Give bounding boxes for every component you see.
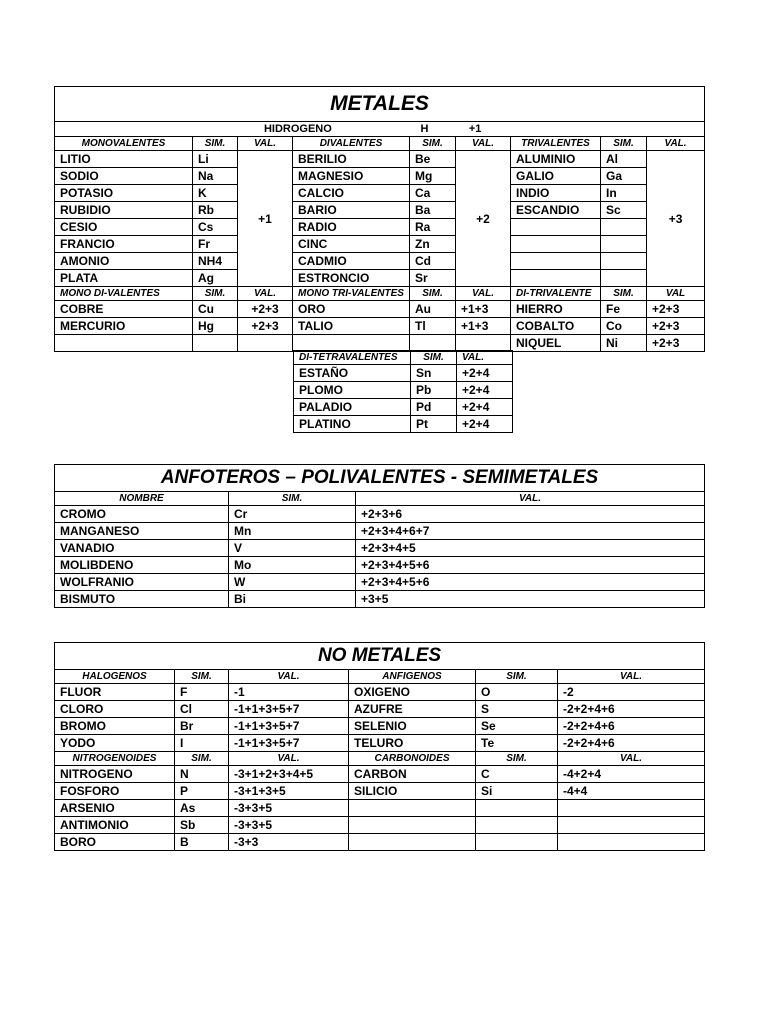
element-symbol: Rb xyxy=(193,202,238,219)
col-header: MONO DI-VALENTES xyxy=(55,287,193,301)
col-header: VAL. xyxy=(229,752,349,766)
element-symbol: S xyxy=(476,701,558,718)
element-valence: -4+4 xyxy=(558,783,705,800)
element-name: CADMIO xyxy=(293,253,410,270)
element-symbol: F xyxy=(175,684,229,701)
element-name: FOSFORO xyxy=(55,783,175,800)
table-row xyxy=(55,684,705,701)
table-row xyxy=(55,335,705,352)
element-symbol: Br xyxy=(175,718,229,735)
element-name: OXIGENO xyxy=(349,684,476,701)
element-valence: +1+3 xyxy=(456,301,511,318)
col-header: SIM. xyxy=(175,752,229,766)
table-row xyxy=(55,151,705,168)
table-row xyxy=(55,540,705,557)
element-name xyxy=(349,817,476,834)
element-symbol: Cr xyxy=(229,506,356,523)
nometales-header-row xyxy=(55,670,705,684)
anfoteros-header-row xyxy=(55,492,705,506)
element-name: VANADIO xyxy=(55,540,229,557)
table-row xyxy=(294,399,513,416)
element-name xyxy=(55,335,193,352)
col-header: SIM. xyxy=(411,351,457,365)
element-valence: -1 xyxy=(229,684,349,701)
table-row xyxy=(55,270,705,287)
element-valence: -3+3+5 xyxy=(229,800,349,817)
element-name: CROMO xyxy=(55,506,229,523)
element-valence: -2 xyxy=(558,684,705,701)
element-name xyxy=(511,253,601,270)
element-symbol: P xyxy=(175,783,229,800)
element-symbol: N xyxy=(175,766,229,783)
element-name xyxy=(511,236,601,253)
element-valence: -3+1+3+5 xyxy=(229,783,349,800)
element-name: GALIO xyxy=(511,168,601,185)
element-symbol xyxy=(476,834,558,851)
element-symbol: W xyxy=(229,574,356,591)
element-name: ANTIMONIO xyxy=(55,817,175,834)
element-name: MAGNESIO xyxy=(293,168,410,185)
col-header: NOMBRE xyxy=(55,492,229,506)
element-symbol: Cs xyxy=(193,219,238,236)
element-symbol: As xyxy=(175,800,229,817)
element-symbol: Ba xyxy=(410,202,456,219)
element-name: FLUOR xyxy=(55,684,175,701)
table-row xyxy=(55,523,705,540)
element-valence: +2+3+4+6+7 xyxy=(356,523,705,540)
element-name: ALUMINIO xyxy=(511,151,601,168)
element-symbol: In xyxy=(601,185,647,202)
ditetra-header-row xyxy=(294,351,513,365)
element-name: CLORO xyxy=(55,701,175,718)
element-valence: +2+4 xyxy=(457,416,513,433)
col-header: SIM. xyxy=(476,752,558,766)
element-symbol: O xyxy=(476,684,558,701)
element-name: BERILIO xyxy=(293,151,410,168)
element-symbol: Hg xyxy=(193,318,238,335)
element-symbol xyxy=(601,236,647,253)
element-name xyxy=(349,834,476,851)
element-name: SODIO xyxy=(55,168,193,185)
element-symbol: Se xyxy=(476,718,558,735)
metales-table xyxy=(54,86,705,352)
element-valence: +1+3 xyxy=(456,318,511,335)
element-name: CARBON xyxy=(349,766,476,783)
element-symbol: Ag xyxy=(193,270,238,287)
element-symbol xyxy=(410,335,456,352)
anfoteros-table xyxy=(54,464,705,608)
element-symbol: Ga xyxy=(601,168,647,185)
element-symbol: Be xyxy=(410,151,456,168)
element-name: ESTRONCIO xyxy=(293,270,410,287)
element-symbol: V xyxy=(229,540,356,557)
col-header: TRIVALENTES xyxy=(511,137,601,151)
table-row xyxy=(55,185,705,202)
col-header: DI-TRIVALENTE xyxy=(511,287,601,301)
element-valence: +2+4 xyxy=(457,365,513,382)
element-name: CESIO xyxy=(55,219,193,236)
hidrogeno-name: HIDROGENO xyxy=(263,122,332,135)
element-valence: +2+3 xyxy=(647,318,705,335)
element-name xyxy=(349,800,476,817)
nometales-header-row-2 xyxy=(55,752,705,766)
element-name: BARIO xyxy=(293,202,410,219)
element-name: MOLIBDENO xyxy=(55,557,229,574)
col-header: VAL. xyxy=(558,670,705,684)
table-row xyxy=(55,253,705,270)
element-name: NITROGENO xyxy=(55,766,175,783)
nometales-table xyxy=(54,642,705,851)
table-row xyxy=(55,236,705,253)
element-name: FRANCIO xyxy=(55,236,193,253)
element-name: ARSENIO xyxy=(55,800,175,817)
element-valence: +2+4 xyxy=(457,399,513,416)
element-symbol: Mo xyxy=(229,557,356,574)
col-header: MONOVALENTES xyxy=(55,137,193,151)
di-valence: +2 xyxy=(456,151,511,287)
element-symbol: K xyxy=(193,185,238,202)
element-name: RUBIDIO xyxy=(55,202,193,219)
element-name: POTASIO xyxy=(55,185,193,202)
col-header: VAL xyxy=(647,287,705,301)
col-header: SIM. xyxy=(193,137,238,151)
element-symbol: I xyxy=(175,735,229,752)
element-name: NIQUEL xyxy=(511,335,601,352)
col-header: VAL. xyxy=(647,137,705,151)
table-row xyxy=(55,557,705,574)
col-header: VAL. xyxy=(456,287,511,301)
table-row xyxy=(55,800,705,817)
element-name: SILICIO xyxy=(349,783,476,800)
element-name: YODO xyxy=(55,735,175,752)
element-symbol: NH4 xyxy=(193,253,238,270)
element-valence: -2+2+4+6 xyxy=(558,701,705,718)
element-name: HIERRO xyxy=(511,301,601,318)
col-header: VAL. xyxy=(558,752,705,766)
element-name: CALCIO xyxy=(293,185,410,202)
element-name xyxy=(293,335,410,352)
table-row xyxy=(55,591,705,608)
element-name: PLATINO xyxy=(294,416,411,433)
element-symbol: Bi xyxy=(229,591,356,608)
element-symbol xyxy=(193,335,238,352)
element-valence: +2+3+4+5+6 xyxy=(356,557,705,574)
element-name: ORO xyxy=(293,301,410,318)
element-symbol: B xyxy=(175,834,229,851)
element-symbol: Pt xyxy=(411,416,457,433)
element-symbol: Li xyxy=(193,151,238,168)
table-row xyxy=(55,168,705,185)
element-name: COBALTO xyxy=(511,318,601,335)
element-name: COBRE xyxy=(55,301,193,318)
element-valence: -2+2+4+6 xyxy=(558,735,705,752)
col-header: SIM. xyxy=(229,492,356,506)
element-valence: +2+3+6 xyxy=(356,506,705,523)
element-name: CINC xyxy=(293,236,410,253)
element-valence: -2+2+4+6 xyxy=(558,718,705,735)
col-header: VAL. xyxy=(456,137,511,151)
element-valence: +2+3 xyxy=(238,318,293,335)
element-symbol: Te xyxy=(476,735,558,752)
element-valence xyxy=(558,817,705,834)
element-valence: -4+2+4 xyxy=(558,766,705,783)
element-symbol: Au xyxy=(410,301,456,318)
element-symbol: Ni xyxy=(601,335,647,352)
element-symbol: Pd xyxy=(411,399,457,416)
element-name: MERCURIO xyxy=(55,318,193,335)
element-name: PALADIO xyxy=(294,399,411,416)
element-symbol xyxy=(601,270,647,287)
table-row xyxy=(55,735,705,752)
element-name: SELENIO xyxy=(349,718,476,735)
col-header: NITROGENOIDES xyxy=(55,752,175,766)
element-symbol: Sb xyxy=(175,817,229,834)
element-symbol: Sr xyxy=(410,270,456,287)
element-symbol: Mg xyxy=(410,168,456,185)
table-row xyxy=(55,817,705,834)
element-symbol: Zn xyxy=(410,236,456,253)
tri-valence: +3 xyxy=(647,151,705,287)
nometales-title: NO METALES xyxy=(55,643,705,670)
col-header: DIVALENTES xyxy=(293,137,410,151)
element-name: BROMO xyxy=(55,718,175,735)
element-valence xyxy=(238,335,293,352)
table-row xyxy=(55,701,705,718)
element-symbol: Sn xyxy=(411,365,457,382)
col-header: HALOGENOS xyxy=(55,670,175,684)
element-name: BORO xyxy=(55,834,175,851)
element-name: ESCANDIO xyxy=(511,202,601,219)
element-symbol: Mn xyxy=(229,523,356,540)
element-symbol xyxy=(601,219,647,236)
col-header: SIM. xyxy=(410,287,456,301)
col-header: SIM. xyxy=(193,287,238,301)
col-header: SIM. xyxy=(601,287,647,301)
element-valence: +2+3 xyxy=(647,301,705,318)
element-symbol xyxy=(476,817,558,834)
table-row xyxy=(55,202,705,219)
table-row xyxy=(55,506,705,523)
element-valence: -1+1+3+5+7 xyxy=(229,701,349,718)
table-row xyxy=(55,783,705,800)
hidrogeno-row xyxy=(55,122,705,137)
element-valence: +2+4 xyxy=(457,382,513,399)
metales-title: METALES xyxy=(55,87,705,122)
element-symbol: Al xyxy=(601,151,647,168)
table-row xyxy=(294,382,513,399)
table-row xyxy=(55,301,705,318)
hidrogeno-val: +1 xyxy=(468,122,482,135)
element-name xyxy=(511,270,601,287)
element-valence: +3+5 xyxy=(356,591,705,608)
col-header: VAL. xyxy=(229,670,349,684)
element-name: PLOMO xyxy=(294,382,411,399)
col-header: VAL. xyxy=(356,492,705,506)
element-symbol: Cu xyxy=(193,301,238,318)
element-symbol: Ra xyxy=(410,219,456,236)
table-row xyxy=(55,834,705,851)
element-symbol: Si xyxy=(476,783,558,800)
metales-subheader-row xyxy=(55,287,705,301)
element-symbol: Fe xyxy=(601,301,647,318)
hidrogeno-sym: H xyxy=(420,122,429,135)
element-valence: +2+3+4+5+6 xyxy=(356,574,705,591)
element-symbol: Fr xyxy=(193,236,238,253)
col-header: MONO TRI-VALENTES xyxy=(293,287,410,301)
element-valence xyxy=(456,335,511,352)
col-header: VAL. xyxy=(238,287,293,301)
element-name: INDIO xyxy=(511,185,601,202)
element-symbol: Co xyxy=(601,318,647,335)
table-row xyxy=(294,365,513,382)
element-symbol xyxy=(476,800,558,817)
element-symbol: Tl xyxy=(410,318,456,335)
col-header: SIM. xyxy=(601,137,647,151)
element-symbol xyxy=(601,253,647,270)
col-header: VAL. xyxy=(238,137,293,151)
element-name: BISMUTO xyxy=(55,591,229,608)
element-symbol: Pb xyxy=(411,382,457,399)
element-name: LITIO xyxy=(55,151,193,168)
col-header: SIM. xyxy=(476,670,558,684)
element-symbol: Cl xyxy=(175,701,229,718)
table-row xyxy=(55,718,705,735)
element-name: PLATA xyxy=(55,270,193,287)
element-name: TALIO xyxy=(293,318,410,335)
table-row xyxy=(294,416,513,433)
element-valence xyxy=(558,834,705,851)
element-name: RADIO xyxy=(293,219,410,236)
element-valence: -1+1+3+5+7 xyxy=(229,718,349,735)
element-valence: -3+3 xyxy=(229,834,349,851)
element-symbol: Sc xyxy=(601,202,647,219)
element-name: ESTAÑO xyxy=(294,365,411,382)
element-symbol: Cd xyxy=(410,253,456,270)
col-header: ANFIGENOS xyxy=(349,670,476,684)
element-symbol: C xyxy=(476,766,558,783)
element-symbol: Na xyxy=(193,168,238,185)
element-name: AMONIO xyxy=(55,253,193,270)
table-row xyxy=(55,766,705,783)
col-header: CARBONOIDES xyxy=(349,752,476,766)
element-name xyxy=(511,219,601,236)
table-row xyxy=(55,574,705,591)
metales-header-row xyxy=(55,137,705,151)
col-header: DI-TETRAVALENTES xyxy=(294,351,411,365)
element-name: MANGANESO xyxy=(55,523,229,540)
element-valence: +2+3 xyxy=(238,301,293,318)
element-symbol: Ca xyxy=(410,185,456,202)
element-name: WOLFRANIO xyxy=(55,574,229,591)
element-name: TELURO xyxy=(349,735,476,752)
mono-valence: +1 xyxy=(238,151,293,287)
ditetravalentes-table xyxy=(293,350,513,433)
col-header: SIM. xyxy=(175,670,229,684)
element-valence: +2+3+4+5 xyxy=(356,540,705,557)
anfoteros-title: ANFOTEROS – POLIVALENTES - SEMIMETALES xyxy=(55,465,705,492)
col-header: VAL. xyxy=(457,351,513,365)
element-name: AZUFRE xyxy=(349,701,476,718)
col-header: SIM. xyxy=(410,137,456,151)
element-valence: -3+1+2+3+4+5 xyxy=(229,766,349,783)
element-valence: +2+3 xyxy=(647,335,705,352)
element-valence: -3+3+5 xyxy=(229,817,349,834)
element-valence: -1+1+3+5+7 xyxy=(229,735,349,752)
table-row xyxy=(55,318,705,335)
element-valence xyxy=(558,800,705,817)
table-row xyxy=(55,219,705,236)
